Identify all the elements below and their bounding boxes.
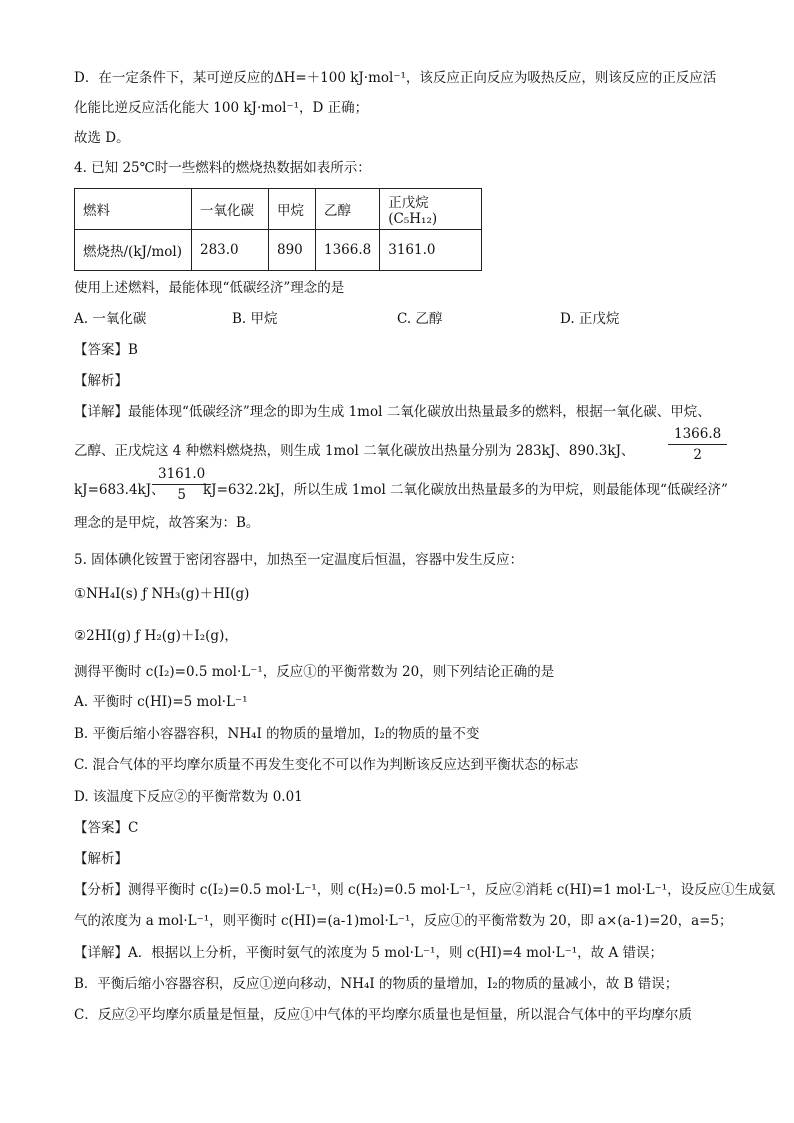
q5-option-b: B. 平衡后缩小容器容积，NH₄I 的物质的量增加，I₂的物质的量不变: [74, 726, 480, 742]
q5-option-c: C. 混合气体的平均摩尔质量不再发生变化不可以作为判断该反应达到平衡状态的标志: [74, 757, 579, 773]
fraction-ethanol: [668, 426, 727, 463]
q4-option-d: D. 正戊烷: [560, 311, 620, 327]
q4-detail-line3b: kJ=632.2kJ，所以生成 1mol 二氧化碳放出热量最多的为甲烷，则最能体现“低碳经济”: [203, 482, 728, 498]
q4-option-c: C. 乙醇: [397, 311, 443, 327]
table-cell: 890: [269, 230, 316, 271]
q4-detail-line2: 乙醇、正戊烷这 4 种燃料燃烧热，则生成 1mol 二氧化碳放出热量分别为 283kJ、890.3kJ、: [74, 443, 635, 459]
q5-analysis-label: 【解析】: [74, 851, 128, 867]
q5-answer: 【答案】C: [74, 820, 139, 836]
combustion-heat-table: [74, 188, 482, 271]
table-cell: 3161.0: [380, 230, 482, 271]
choose-d-line: 故选 D。: [74, 130, 130, 146]
table-cell: 283.0: [192, 230, 269, 271]
q5-fenxi-line2: 气的浓度为 a mol·L⁻¹，则平衡时 c(HI)=(a-1)mol·L⁻¹，反应①的平衡常数为 20，即 a×(a-1)=20，a=5；: [74, 913, 733, 929]
q4-detail-line3a: kJ=683.4kJ、: [74, 482, 165, 498]
table-cell: 正戊烷(C₅H₁₂): [380, 189, 482, 230]
q5-option-a: A. 平衡时 c(HI)=5 mol·L⁻¹: [74, 694, 248, 710]
q4-detail-line4: 理念的是甲烷，故答案为：B。: [74, 515, 260, 531]
question-4-question: 使用上述燃料，最能体现“低碳经济”理念的是: [74, 280, 345, 296]
q5-fenxi-line1: 【分析】测得平衡时 c(I₂)=0.5 mol·L⁻¹，则 c(H₂)=0.5 mol·L⁻¹，反应②消耗 c(HI)=1 mol·L⁻¹，设反应①生成氨: [74, 882, 776, 898]
q5-detail-line1: 【详解】A．根据以上分析，平衡时氨气的浓度为 5 mol·L⁻¹，则 c(HI)=4 mol·L⁻¹，故 A 错误；: [74, 945, 664, 961]
table-cell: 1366.8: [316, 230, 380, 271]
q5-option-d: D. 该温度下反应②的平衡常数为 0.01: [74, 789, 303, 805]
question-4-stem: 4. 已知 25℃时一些燃料的燃烧热数据如表所示：: [74, 160, 371, 176]
fraction-numerator: 3161.0: [152, 466, 211, 485]
q5-detail-line3: C．反应②平均摩尔质量是恒量，反应①中气体的平均摩尔质量也是恒量，所以混合气体中的平均摩尔质: [74, 1007, 692, 1023]
q4-option-b: B. 甲烷: [232, 311, 278, 327]
table-cell: 一氧化碳: [192, 189, 269, 230]
reaction-2: ②2HI(g) ƒ H₂(g)＋I₂(g)，: [74, 628, 238, 644]
fraction-denominator: 5: [177, 487, 186, 503]
question-5-stem: 5. 固体碘化铵置于密闭容器中，加热至一定温度后恒温，容器中发生反应：: [74, 552, 524, 568]
q4-detail-line1: 【详解】最能体现“低碳经济”理念的即为生成 1mol 二氧化碳放出热量最多的燃料，根据一氧化碳、甲烷、: [74, 404, 711, 420]
q4-analysis-label: 【解析】: [74, 373, 128, 389]
fraction-denominator: 2: [693, 447, 702, 463]
fraction-numerator: 1366.8: [668, 426, 727, 445]
table-cell: 甲烷: [269, 189, 316, 230]
table-row: [75, 230, 482, 271]
q5-detail-line2: B．平衡后缩小容器容积，反应①逆向移动，NH₄I 的物质的量增加，I₂的物质的量减小，故 B 错误；: [74, 976, 679, 992]
question-5-measurement: 测得平衡时 c(I₂)=0.5 mol·L⁻¹，反应①的平衡常数为 20，则下列结论正确的是: [74, 664, 555, 680]
table-cell: 燃烧热/(kJ/mol): [75, 230, 192, 271]
option-d-explanation-line2: 化能比逆反应活化能大 100 kJ·mol⁻¹，D 正确；: [74, 100, 369, 116]
reaction-1: ①NH₄I(s) ƒ NH₃(g)＋HI(g): [74, 586, 250, 602]
option-d-explanation-line1: D．在一定条件下，某可逆反应的ΔH=＋100 kJ·mol⁻¹，该反应正向反应为吸热反应，则该反应的正反应活: [74, 70, 717, 86]
table-header-row: [75, 189, 482, 230]
table-cell: 燃料: [75, 189, 192, 230]
table-cell: 乙醇: [316, 189, 380, 230]
q4-answer: 【答案】B: [74, 342, 138, 358]
q4-option-a: A. 一氧化碳: [74, 311, 147, 327]
